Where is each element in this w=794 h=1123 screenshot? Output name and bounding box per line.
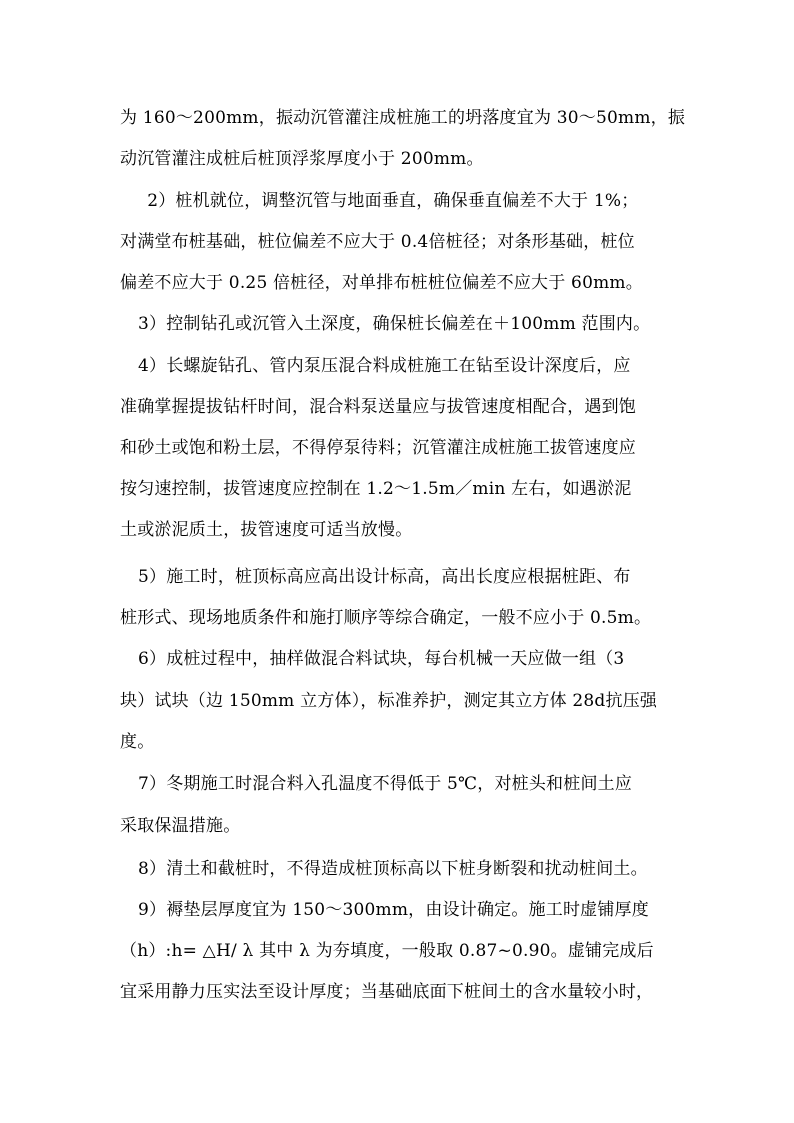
text-line-11: 土或淤泥质土，拔管速度可适当放慢。 [120, 520, 413, 540]
text-line-5: 偏差不应大于 0.25 倍桩径，对单排布桩桩位偏差不应大于 60mm。 [120, 273, 643, 293]
text-line-20: 9）褥垫层厚度宜为 150～300mm，由设计确定。施工时虚铺厚度 [138, 900, 649, 920]
text-line-21: （h）:h= △H/ λ 其中 λ 为夯填度，一般取 0.87~0.90。虚铺完成后 [120, 941, 654, 961]
text-line-13: 桩形式、现场地质条件和施打顺序等综合确定，一般不应小于 0.5m。 [120, 608, 652, 628]
text-line-2: 动沉管灌注成桩后桩顶浮浆厚度小于 200mm。 [120, 149, 484, 169]
text-line-4: 对满堂布桩基础，桩位偏差不应大于 0.4倍桩径；对条形基础，桩位 [120, 232, 635, 252]
text-line-18: 采取保温措施。 [120, 816, 241, 836]
text-line-7: 4）长螺旋钻孔、管内泵压混合料成桩施工在钻至设计深度后，应 [138, 356, 631, 376]
text-line-9: 和砂土或饱和粉土层，不得停泵待料；沉管灌注成桩施工拔管速度应 [120, 438, 636, 458]
text-line-17: 7）冬期施工时混合料入孔温度不得低于 5℃，对桩头和桩间土应 [138, 774, 633, 794]
text-line-6: 3）控制钻孔或沉管入土深度，确保桩长偏差在＋100mm 范围内。 [138, 314, 651, 334]
text-line-22: 宜采用静力压实法至设计厚度；当基础底面下桩间土的含水量较小时， [120, 982, 654, 1002]
text-line-8: 准确掌握提拔钻杆时间，混合料泵送量应与拔管速度相配合，遇到饱 [120, 397, 636, 417]
text-line-14: 6）成桩过程中，抽样做混合料试块，每台机械一天应做一组（3 [138, 649, 625, 669]
text-line-16: 度。 [120, 732, 155, 752]
text-line-19: 8）清土和截桩时，不得造成桩顶标高以下桩身断裂和扰动桩间土。 [138, 859, 648, 879]
text-line-1: 为 160～200mm，振动沉管灌注成桩施工的坍落度宜为 30～50mm，振 [120, 108, 686, 128]
text-line-3: 2）桩机就位，调整沉管与地面垂直，确保垂直偏差不大于 1%； [130, 191, 639, 211]
text-line-10: 按匀速控制，拔管速度应控制在 1.2～1.5m／min 左右，如遇淤泥 [120, 479, 632, 499]
text-line-12: 5）施工时，桩顶标高应高出设计标高，高出长度应根据桩距、布 [138, 567, 631, 587]
text-line-15: 块）试块（边 150mm 立方体），标准养护，测定其立方体 28d抗压强 [120, 691, 658, 711]
